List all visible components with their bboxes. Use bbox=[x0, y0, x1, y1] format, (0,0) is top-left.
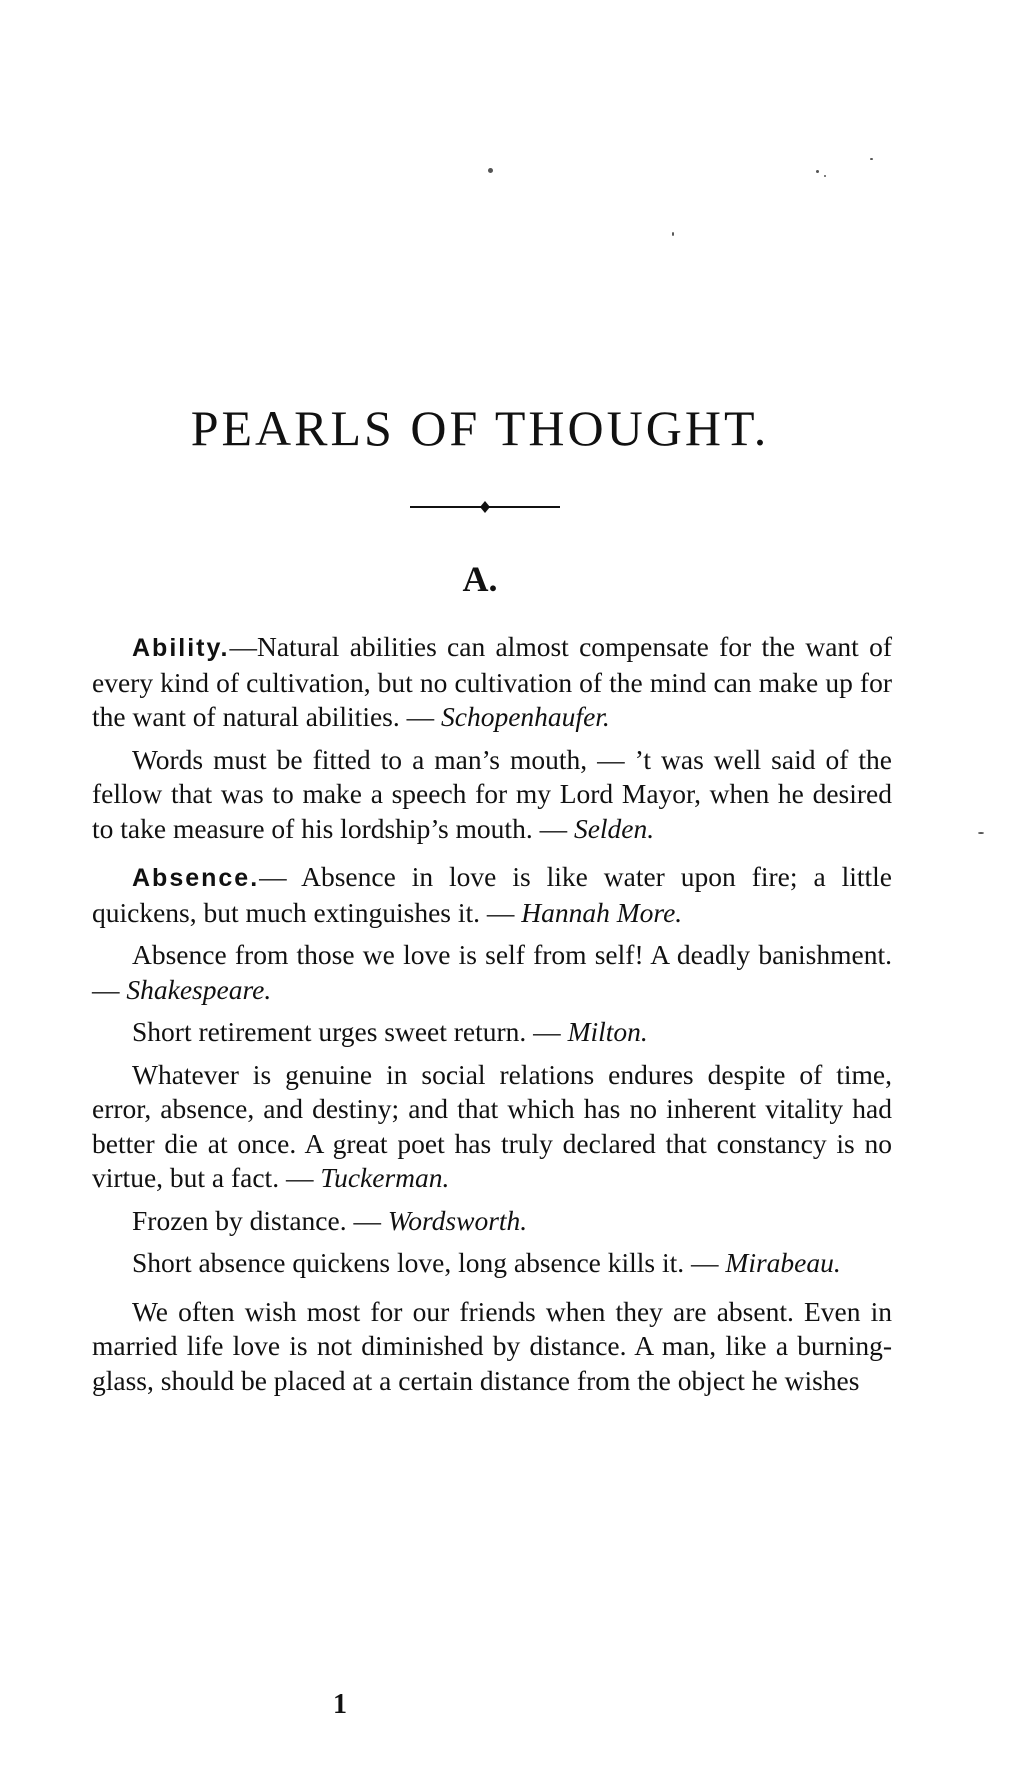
entry-author: Schopenhaufer. bbox=[441, 701, 610, 732]
entry-text: Short absence quickens love, long absence kills it. — bbox=[132, 1247, 726, 1278]
scan-speck bbox=[870, 158, 873, 160]
entry-author: Tuckerman. bbox=[320, 1162, 450, 1193]
scan-speck bbox=[824, 175, 826, 177]
entry-author: Selden. bbox=[573, 812, 655, 844]
quote-entry-absence bbox=[92, 860, 892, 930]
entry-author: Shakespeare. bbox=[126, 973, 272, 1005]
quote-entry-distance bbox=[92, 1295, 892, 1399]
entry-text: Whatever is genuine in social relations endures despite of time, error, absence, and destiny; and that which has no inherent vitality had better die at once. A great poet has truly declared that constancy is no virtue, but a fact. — bbox=[92, 1058, 892, 1193]
entry-text: Words must be fitted to a man’s mouth, — ’t was well said of the fellow that was to make a speech for my Lord Mayor, when he desired to take measure of his lordship’s mouth. — bbox=[92, 743, 892, 844]
scan-speck bbox=[816, 170, 819, 173]
quote-entry-shakespeare bbox=[92, 938, 892, 1007]
quote-entry-milton bbox=[92, 1015, 892, 1050]
entry-text: Absence from those we love is self from self! A deadly banishment. — bbox=[92, 939, 892, 1005]
entry-text: Short retirement urges sweet return. — bbox=[132, 1016, 568, 1047]
ornament-divider-icon bbox=[410, 500, 560, 514]
entry-text: Frozen by distance. — bbox=[132, 1204, 388, 1236]
quote-entry-selden bbox=[92, 743, 892, 847]
quote-entry-ability bbox=[92, 630, 892, 735]
entry-heading: Ability. bbox=[132, 634, 230, 662]
entry-text: —Natural abilities can almost compensate for the want of every kind of cultivation, but no cultivation of the mind can make up for the want of natural abilities. — bbox=[92, 631, 892, 732]
entry-text: We often wish most for our friends when they are absent. Even in married life love is not diminished by distance. A man, like a burning-glass, should be placed at a certain distance from the object he wishes bbox=[92, 1295, 892, 1396]
page-title: PEARLS OF THOUGHT. bbox=[190, 400, 770, 456]
quotations-body bbox=[92, 630, 892, 1406]
scan-speck bbox=[978, 832, 984, 834]
entry-heading: Absence. bbox=[132, 864, 260, 892]
quote-entry-tuckerman bbox=[92, 1058, 892, 1196]
entry-author: Mirabeau. bbox=[725, 1247, 841, 1278]
entry-author: Milton. bbox=[567, 1016, 648, 1047]
entry-text: — Absence in love is like water upon fire; a little quickens, but much extinguishes it. — bbox=[92, 861, 892, 928]
page-number: 1 bbox=[333, 1689, 347, 1720]
quote-entry-wordsworth bbox=[92, 1204, 892, 1239]
section-letter: A. bbox=[462, 559, 498, 599]
quote-entry-mirabeau bbox=[92, 1246, 892, 1281]
entry-author: Wordsworth. bbox=[387, 1204, 528, 1236]
entry-author: Hannah More. bbox=[521, 896, 683, 928]
scan-speck bbox=[672, 232, 674, 236]
scan-speck bbox=[488, 168, 493, 173]
